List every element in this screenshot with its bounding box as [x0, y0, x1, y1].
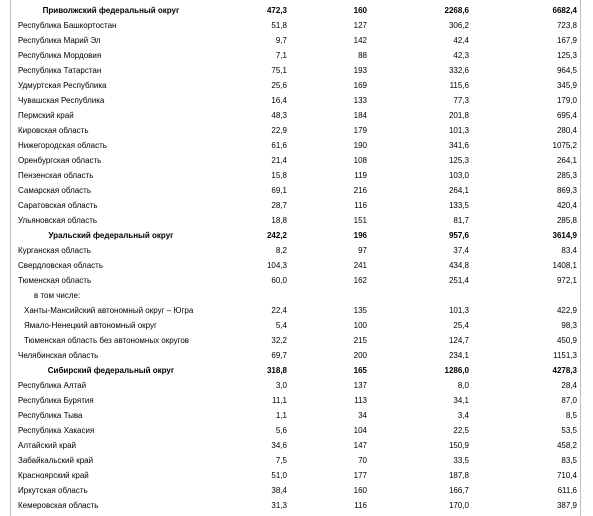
value-column-1: 1,1 [275, 411, 287, 420]
value-column-1: 34,6 [271, 441, 287, 450]
value-column-2: 216 [353, 186, 367, 195]
region-name: Уральский федеральный округ [48, 231, 174, 240]
value-column-4: 87,0 [561, 396, 577, 405]
value-column-4: 972,1 [556, 276, 577, 285]
table-row [0, 423, 585, 438]
value-column-1: 28,7 [271, 201, 287, 210]
value-column-3: 103,0 [448, 171, 469, 180]
value-column-1: 21,4 [271, 156, 287, 165]
value-column-4: 450,9 [556, 336, 577, 345]
region-name: Чувашская Республика [18, 96, 105, 105]
value-column-2: 160 [353, 6, 367, 15]
value-column-4: 4278,3 [552, 366, 577, 375]
value-column-3: 115,6 [449, 81, 469, 90]
value-column-4: 387,9 [556, 501, 577, 510]
value-column-2: 108 [353, 156, 367, 165]
value-column-3: 187,8 [448, 471, 469, 480]
value-column-3: 251,4 [448, 276, 469, 285]
value-column-1: 31,3 [271, 501, 287, 510]
value-column-2: 169 [353, 81, 367, 90]
value-column-1: 242,2 [266, 231, 287, 240]
value-column-1: 7,5 [275, 456, 287, 465]
table-row [0, 213, 585, 228]
value-column-3: 434,8 [448, 261, 469, 270]
value-column-3: 42,3 [453, 51, 469, 60]
region-name: Приволжский федеральный округ [42, 6, 180, 15]
region-name: Алтайский край [18, 441, 77, 450]
value-column-3: 33,5 [453, 456, 469, 465]
value-column-1 [222, 288, 295, 303]
table-row [0, 258, 585, 273]
value-column-1: 22,9 [271, 126, 287, 135]
value-column-1: 32,2 [271, 336, 287, 345]
value-column-4: 8,5 [565, 411, 577, 420]
value-column-3: 306,2 [448, 21, 469, 30]
value-column-3: 22,5 [453, 426, 469, 435]
district-row [0, 228, 585, 243]
table-row [0, 453, 585, 468]
district-row [0, 363, 585, 378]
table-row [0, 93, 585, 108]
value-column-4: 167,9 [556, 36, 577, 45]
value-column-3: 77,3 [453, 96, 469, 105]
table-row [0, 288, 585, 303]
value-column-3: 957,6 [448, 231, 469, 240]
value-column-4: 53,5 [561, 426, 577, 435]
region-name: Красноярский край [18, 471, 89, 480]
region-name: Курганская область [18, 246, 91, 255]
value-column-4: 264,1 [556, 156, 577, 165]
region-name: Оренбургская область [18, 156, 102, 165]
region-name: Сибирский федеральный округ [47, 366, 175, 375]
region-name: Республика Хакасия [18, 426, 95, 435]
value-column-1: 5,4 [275, 321, 287, 330]
table-row [0, 378, 585, 393]
value-column-3: 8,0 [457, 381, 469, 390]
value-column-2: 241 [353, 261, 367, 270]
value-column-2: 196 [353, 231, 367, 240]
value-column-1: 5,6 [275, 426, 287, 435]
value-column-1: 75,1 [271, 66, 287, 75]
value-column-2: 184 [353, 111, 367, 120]
value-column-2: 151 [353, 216, 367, 225]
value-column-1: 60,0 [271, 276, 287, 285]
value-column-1: 7,1 [275, 51, 287, 60]
value-column-2: 104 [353, 426, 367, 435]
value-column-4: 964,5 [556, 66, 577, 75]
value-column-2: 162 [353, 276, 367, 285]
value-column-1: 104,3 [266, 261, 287, 270]
value-column-2: 147 [353, 441, 367, 450]
value-column-4: 28,4 [561, 381, 577, 390]
value-column-2: 142 [353, 36, 367, 45]
value-column-2: 135 [353, 306, 367, 315]
table-row [0, 333, 585, 348]
table-row [0, 393, 585, 408]
table-row [0, 483, 585, 498]
value-column-4: 98,3 [561, 321, 577, 330]
value-column-4: 422,9 [556, 306, 577, 315]
region-name: Иркутская область [18, 486, 88, 495]
region-name: Удмуртская Республика [18, 81, 107, 90]
value-column-2: 119 [354, 171, 367, 180]
value-column-1: 11,1 [272, 396, 287, 405]
value-column-4: 1075,2 [552, 141, 577, 150]
region-name: Ямало-Ненецкий автономный округ [24, 321, 157, 330]
table-row [0, 468, 585, 483]
value-column-2: 200 [353, 351, 367, 360]
value-column-1: 15,8 [271, 171, 287, 180]
region-name: в том числе: [34, 291, 81, 300]
region-name: Республика Марий Эл [18, 36, 101, 45]
region-name: Свердловская область [18, 261, 103, 270]
region-name: Республика Башкортостан [18, 21, 117, 30]
regional-statistics-table [0, 3, 585, 513]
value-column-4: 3614,9 [552, 231, 577, 240]
value-column-3: 34,1 [453, 396, 469, 405]
value-column-3: 37,4 [453, 246, 469, 255]
value-column-3: 1286,0 [444, 366, 469, 375]
region-name: Республика Бурятия [18, 396, 94, 405]
value-column-1: 16,4 [271, 96, 287, 105]
region-name: Нижегородская область [18, 141, 107, 150]
value-column-4: 1151,3 [553, 351, 577, 360]
value-column-2: 160 [353, 486, 367, 495]
value-column-2: 133 [353, 96, 367, 105]
value-column-2: 137 [353, 381, 367, 390]
table-body [0, 3, 585, 513]
value-column-3: 201,8 [448, 111, 469, 120]
value-column-2: 116 [354, 501, 367, 510]
table-row [0, 183, 585, 198]
value-column-4: 1408,1 [552, 261, 577, 270]
value-column-3: 25,4 [453, 321, 469, 330]
region-name: Республика Тыва [18, 411, 83, 420]
value-column-4: 710,4 [556, 471, 577, 480]
value-column-2: 193 [353, 66, 367, 75]
value-column-1: 472,3 [266, 6, 287, 15]
value-column-4: 420,4 [556, 201, 577, 210]
region-name: Ханты-Мансийский автономный округ – Югра [24, 306, 194, 315]
value-column-3: 101,3 [448, 306, 469, 315]
value-column-3: 170,0 [448, 501, 469, 510]
value-column-3: 101,3 [448, 126, 469, 135]
value-column-3: 332,6 [448, 66, 469, 75]
table-row [0, 198, 585, 213]
value-column-4 [477, 288, 585, 303]
value-column-2: 215 [353, 336, 367, 345]
table-row [0, 48, 585, 63]
value-column-4: 869,3 [556, 186, 577, 195]
value-column-1: 51,0 [271, 471, 287, 480]
value-column-4: 125,3 [556, 51, 577, 60]
value-column-1: 25,6 [271, 81, 287, 90]
table-row [0, 108, 585, 123]
region-name: Кировская область [18, 126, 89, 135]
value-column-2: 88 [358, 51, 367, 60]
value-column-4: 285,8 [556, 216, 577, 225]
table-row [0, 18, 585, 33]
value-column-1: 61,6 [271, 141, 287, 150]
value-column-1: 69,7 [271, 351, 287, 360]
table-row [0, 168, 585, 183]
table-row [0, 243, 585, 258]
table-row [0, 78, 585, 93]
region-name: Кемеровская область [18, 501, 99, 510]
value-column-2: 177 [353, 471, 367, 480]
value-column-2: 34 [358, 411, 367, 420]
value-column-4: 6682,4 [552, 6, 577, 15]
value-column-4: 83,5 [561, 456, 577, 465]
value-column-3: 264,1 [448, 186, 469, 195]
value-column-4: 280,4 [556, 126, 577, 135]
value-column-3: 3,4 [457, 411, 469, 420]
region-name: Ульяновская область [18, 216, 98, 225]
value-column-3: 2268,6 [444, 6, 469, 15]
value-column-1: 48,3 [271, 111, 287, 120]
value-column-1: 18,8 [271, 216, 287, 225]
value-column-2: 127 [353, 21, 367, 30]
value-column-3: 341,6 [448, 141, 469, 150]
value-column-4: 285,3 [556, 171, 577, 180]
value-column-2: 70 [358, 456, 367, 465]
region-name: Тюменская область без автономных округов [24, 336, 190, 345]
value-column-3: 234,1 [448, 351, 469, 360]
value-column-2: 116 [354, 201, 367, 210]
value-column-4: 695,4 [556, 111, 577, 120]
value-column-4: 611,6 [557, 486, 577, 495]
table-row [0, 318, 585, 333]
value-column-3: 42,4 [453, 36, 469, 45]
table-row [0, 438, 585, 453]
value-column-3: 124,7 [448, 336, 469, 345]
table-row [0, 123, 585, 138]
region-name: Саратовская область [18, 201, 98, 210]
value-column-2: 190 [353, 141, 367, 150]
table-row [0, 153, 585, 168]
value-column-4: 723,8 [556, 21, 577, 30]
value-column-1: 22,4 [271, 306, 287, 315]
table-row [0, 33, 585, 48]
value-column-3: 125,3 [448, 156, 469, 165]
table-row [0, 138, 585, 153]
value-column-1: 38,4 [271, 486, 287, 495]
table-row [0, 303, 585, 318]
table-row [0, 348, 585, 363]
table-row [0, 498, 585, 513]
value-column-1: 318,8 [266, 366, 287, 375]
region-name: Тюменская область [18, 276, 92, 285]
value-column-4: 179,0 [556, 96, 577, 105]
value-column-1: 69,1 [271, 186, 287, 195]
value-column-4: 458,2 [556, 441, 577, 450]
value-column-4: 345,9 [556, 81, 577, 90]
value-column-3: 133,5 [448, 201, 469, 210]
value-column-3: 150,9 [448, 441, 469, 450]
value-column-2: 165 [353, 366, 367, 375]
region-name: Пермский край [18, 111, 74, 120]
region-name: Республика Татарстан [18, 66, 102, 75]
value-column-2: 100 [353, 321, 367, 330]
region-name: Республика Мордовия [18, 51, 102, 60]
region-name: Пензенская область [18, 171, 94, 180]
region-name: Самарская область [18, 186, 92, 195]
region-name: Челябинская область [18, 351, 99, 360]
value-column-2: 179 [353, 126, 367, 135]
value-column-1: 8,2 [275, 246, 287, 255]
value-column-1: 9,7 [275, 36, 287, 45]
value-column-2: 113 [354, 396, 367, 405]
value-column-3: 166,7 [448, 486, 469, 495]
table-row [0, 63, 585, 78]
district-row [0, 3, 585, 18]
table-row [0, 273, 585, 288]
value-column-1: 3,0 [275, 381, 287, 390]
region-name: Забайкальский край [18, 456, 94, 465]
table-row [0, 408, 585, 423]
value-column-1: 51,8 [271, 21, 287, 30]
value-column-3 [375, 288, 477, 303]
value-column-4: 83,4 [561, 246, 577, 255]
value-column-2: 97 [358, 246, 367, 255]
region-name: Республика Алтай [18, 381, 87, 390]
value-column-3: 81,7 [453, 216, 469, 225]
value-column-2 [295, 288, 375, 303]
